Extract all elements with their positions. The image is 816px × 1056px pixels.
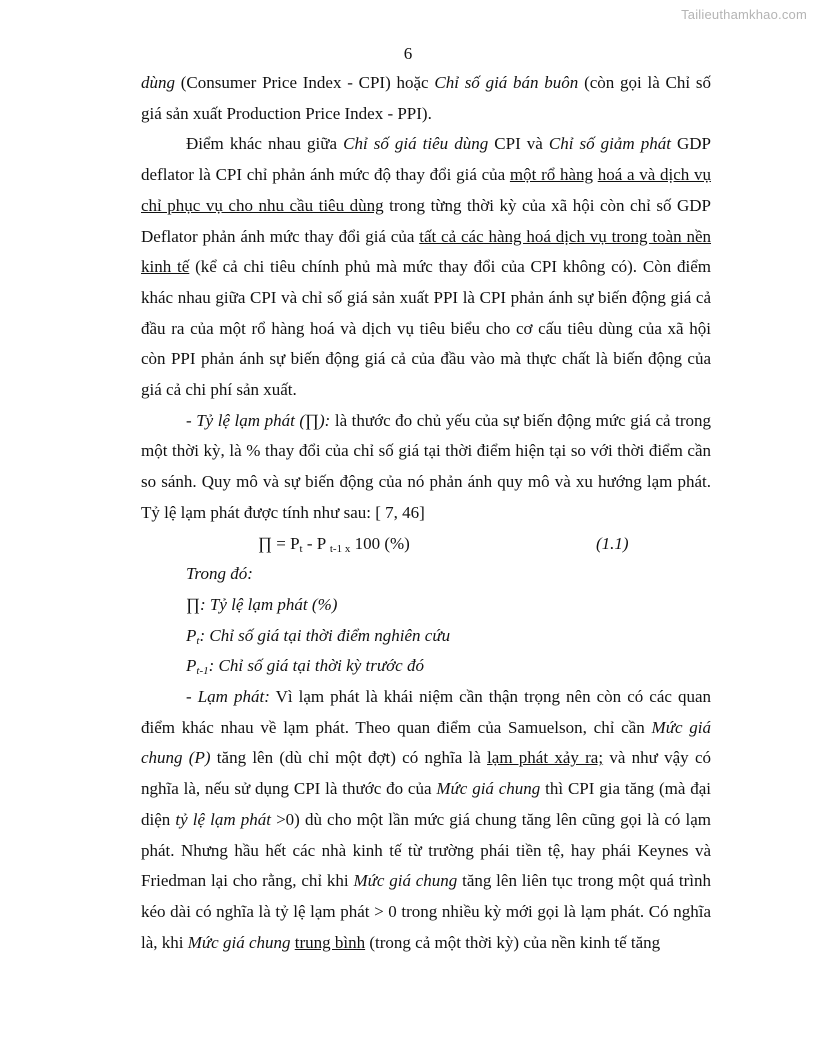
formula-part: 100 (%) — [350, 533, 410, 553]
underlined-text: lạm phát xảy ra; — [487, 748, 604, 768]
definition-text: : Chỉ số giá tại thời điểm nghiên cứu — [199, 625, 451, 645]
definitions-title: Trong đó: — [186, 564, 253, 584]
term-heading: - Tỷ lệ lạm phát (∏): — [186, 410, 331, 430]
text-run: Mức giá chung (P) — [141, 717, 712, 768]
paragraph-cpi-vs-gdp-deflator — [141, 129, 711, 405]
text-run: là thước đo chủ yếu của sự biến động mức giá cả trong một thời kỳ, là % thay đổi của chỉ số giá tại thời điểm hiện tại so với thời điểm cần so sánh. Quy mô và sự biến động của nó phản ánh quy mô và xu hướng lạm phát. Tỷ lệ lạm phát được tính như sau: [ 7, 46] — [141, 410, 711, 522]
text-run: (kể cả chi tiêu chính phủ mà mức thay đổi của CPI không có). Còn điểm khác nhau giữa CPI và chỉ số giá sản xuất PPI là CPI phản ánh sự biến động giá cả đầu ra của một rổ hàng hoá và dịch vụ tiêu biểu cho cơ cấu tiêu dùng của xã hội còn PPI phản ánh sự biến động giá cả của đầu vào mà thực chất là biến động của giá cả chi phí sản xuất. — [141, 257, 711, 400]
text-run: tỷ lệ lạm phát — [175, 809, 271, 829]
text-run: Điểm khác nhau giữa — [186, 134, 344, 154]
formula-part: - P — [302, 533, 330, 553]
definition-text: : Tỷ lệ lạm phát (%) — [200, 594, 338, 614]
text-run: và như vậy có nghĩa là, nếu sử dụng CPI là thước đo của — [141, 748, 711, 799]
formula-number: (1.1) — [596, 533, 629, 553]
underlined-text: hoá a và dịch vụ chỉ phục vụ cho nhu cầu tiêu dùng — [141, 165, 711, 215]
formula-subscript: t — [299, 542, 303, 555]
paragraph-cpi-ppi — [141, 68, 711, 129]
symbol-subscript: t — [196, 634, 200, 647]
text-run: Mức giá chung — [353, 871, 458, 891]
formula-1-1 — [141, 529, 711, 560]
paragraph-inflation — [141, 682, 711, 958]
text-run: trong từng thời kỳ của xã hội còn chỉ số GDP Deflator phản ánh mức thay đổi giá của — [141, 195, 711, 246]
underlined-text: một rổ hàng — [509, 165, 593, 185]
text-run: Mức giá chung — [436, 779, 541, 799]
document-body — [141, 68, 711, 958]
text-run: Vì lạm phát là khái niệm cần thận trọng nên còn có các quan điểm khác nhau về lạm phát. Theo quan điểm của Samuelson, chỉ cần — [141, 687, 712, 737]
formula-part: ∏ = P — [258, 533, 300, 553]
text-run: >0) dù cho một lần mức giá chung tăng lên cũng gọi là có lạm phát. Nhưng hầu hết các nhà kinh tế từ trường phái tiền tệ, hay phái Keynes và Friedman lại cho rằng, chỉ khi — [141, 809, 712, 891]
text-run: tăng lên liên tục trong một quá trình kéo dài có nghĩa là tỷ lệ lạm phát > 0 trong nhiều kỳ mới gọi là lạm phát. Có nghĩa là, khi — [141, 871, 712, 952]
page-number: 6 — [403, 44, 413, 63]
definition-inflation-rate — [141, 590, 711, 621]
formula-subscript: t-1 x — [329, 542, 351, 555]
text-run: thì CPI gia tăng (mà đại diện — [141, 779, 712, 829]
text-run: (Consumer Price Index - CPI) hoặc — [175, 73, 435, 92]
underlined-text: trung bình — [294, 932, 366, 952]
text-run: CPI và — [488, 134, 549, 154]
symbol: P — [186, 625, 197, 645]
formula-expression — [258, 529, 410, 560]
underlined-text: tất cả các hàng hoá dịch vụ trong toàn nền kinh tế — [141, 226, 712, 277]
text-run: (còn gọi là Chỉ số giá sản xuất Production Price Index - PPI). — [141, 73, 711, 123]
term-heading: - Lạm phát: — [186, 687, 270, 707]
text-run: Chỉ số giá bán buôn — [434, 73, 579, 92]
watermark: Tailieuthamkhao.com — [681, 7, 807, 22]
text-run: tăng lên (dù chỉ một đợt) có nghĩa là — [210, 748, 488, 768]
paragraph-inflation-rate — [141, 406, 711, 529]
text-run: Chỉ số giá tiêu dùng — [343, 134, 489, 154]
definition-text: : Chỉ số giá tại thời kỳ trước đó — [208, 656, 424, 676]
text-run: GDP deflator là CPI chỉ phản ánh mức độ thay đổi giá của — [141, 134, 711, 185]
symbol: P — [186, 656, 197, 676]
text-run: Mức giá chung — [187, 932, 291, 952]
text-run: Chỉ số giảm phát — [548, 134, 671, 154]
symbol-subscript: t-1 — [196, 665, 209, 678]
text-run: (trong cả một thời kỳ) của nền kinh tế tăng — [365, 932, 661, 952]
symbol: ∏ — [186, 594, 200, 614]
definition-pt — [141, 621, 711, 652]
text-run: dùng — [141, 73, 175, 92]
definition-pt-1 — [141, 651, 711, 682]
